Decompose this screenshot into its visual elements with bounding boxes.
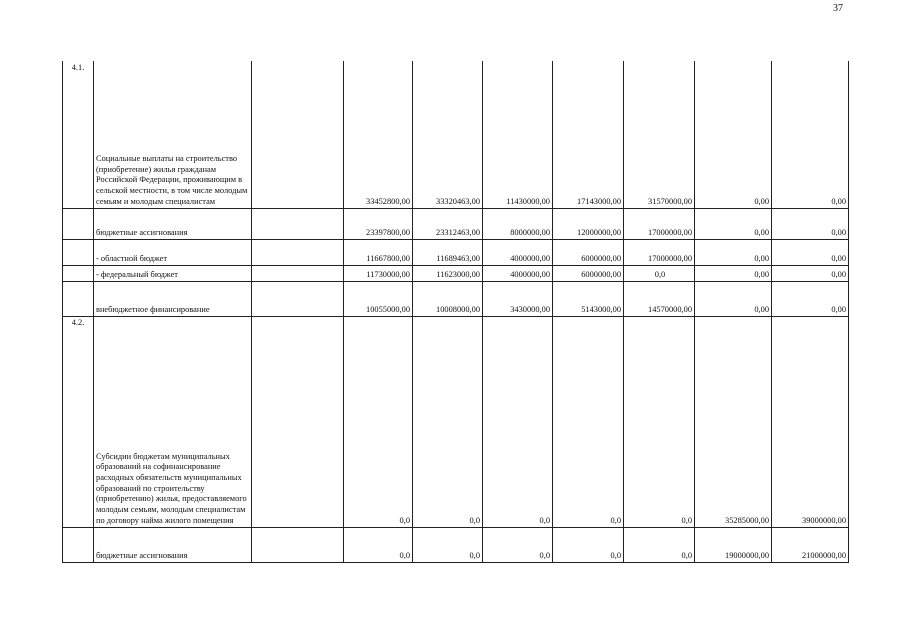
row-number [63, 208, 94, 239]
value-cell: 4000000,00 [483, 265, 553, 281]
value-cell: 0,00 [695, 265, 772, 281]
value-cell: 35285000,00 [695, 316, 772, 527]
table-row [63, 239, 849, 265]
table-row [63, 61, 849, 208]
value-cell: 19000000,00 [695, 527, 772, 562]
value-cell: 12000000,00 [553, 208, 624, 239]
value-cell: 0,00 [772, 281, 849, 316]
table-row [63, 281, 849, 316]
row-label: - федеральный бюджет [94, 265, 252, 281]
table-row [63, 265, 849, 281]
value-cell: 0,00 [772, 61, 849, 208]
value-cell: 17000000,00 [624, 239, 695, 265]
row-label: бюджетные ассигнования [94, 527, 252, 562]
row-label: Субсидии бюджетам муниципальных образований на софинансирование расходных обязательств муниципальных образований по строительству (приобретению) жилья, предоставляемого молодым семьям, молодым специалистам по договору найма жилого помещения [94, 316, 252, 527]
value-cell: 0,0 [344, 316, 413, 527]
row-label: - областной бюджет [94, 239, 252, 265]
row-number [63, 281, 94, 316]
row-label: бюджетные ассигнования [94, 208, 252, 239]
value-cell: 0,0 [483, 316, 553, 527]
value-cell: 3430000,00 [483, 281, 553, 316]
value-cell: 0,00 [695, 208, 772, 239]
value-cell: 0,0 [413, 527, 483, 562]
value-cell: 14570000,00 [624, 281, 695, 316]
page-number: 37 [833, 3, 843, 14]
value-cell: 5143000,00 [553, 281, 624, 316]
value-cell: 0,0 [624, 265, 695, 281]
row-number [63, 527, 94, 562]
row-label: Социальные выплаты на строительство (приобретение) жилья гражданам Российской Федерации, проживающим в сельской местности, в том числе молодым семьям и молодым специалистам [94, 61, 252, 208]
budget-table [62, 61, 849, 563]
value-cell: 11623000,00 [413, 265, 483, 281]
value-cell: 0,0 [624, 316, 695, 527]
row-number [63, 265, 94, 281]
value-cell: 6000000,00 [553, 239, 624, 265]
value-cell: 4000000,00 [483, 239, 553, 265]
row-number [63, 239, 94, 265]
row-label: внебюджетное финансирование [94, 281, 252, 316]
value-cell: 11667800,00 [344, 239, 413, 265]
value-cell: 31570000,00 [624, 61, 695, 208]
row-number: 4.2. [63, 316, 94, 527]
value-cell: 10008000,00 [413, 281, 483, 316]
empty-cell [252, 61, 344, 208]
empty-cell [252, 527, 344, 562]
table-row [63, 527, 849, 562]
value-cell: 23312463,00 [413, 208, 483, 239]
value-cell: 39000000,00 [772, 316, 849, 527]
row-number: 4.1. [63, 61, 94, 208]
value-cell: 11430000,00 [483, 61, 553, 208]
value-cell: 6000000,00 [553, 265, 624, 281]
value-cell: 23397800,00 [344, 208, 413, 239]
value-cell: 0,0 [483, 527, 553, 562]
table-row [63, 316, 849, 527]
value-cell: 0,0 [553, 527, 624, 562]
value-cell: 0,0 [624, 527, 695, 562]
value-cell: 8000000,00 [483, 208, 553, 239]
empty-cell [252, 208, 344, 239]
value-cell: 0,00 [772, 265, 849, 281]
value-cell: 33320463,00 [413, 61, 483, 208]
value-cell: 10055000,00 [344, 281, 413, 316]
value-cell: 33452800,00 [344, 61, 413, 208]
value-cell: 17000000,00 [624, 208, 695, 239]
empty-cell [252, 281, 344, 316]
value-cell: 0,0 [553, 316, 624, 527]
value-cell: 17143000,00 [553, 61, 624, 208]
value-cell: 0,0 [413, 316, 483, 527]
table-row [63, 208, 849, 239]
value-cell: 0,00 [772, 239, 849, 265]
value-cell: 11689463,00 [413, 239, 483, 265]
value-cell: 11730000,00 [344, 265, 413, 281]
value-cell: 0,0 [344, 527, 413, 562]
value-cell: 0,00 [695, 61, 772, 208]
empty-cell [252, 265, 344, 281]
empty-cell [252, 316, 344, 527]
value-cell: 21000000,00 [772, 527, 849, 562]
value-cell: 0,00 [695, 281, 772, 316]
value-cell: 0,00 [772, 208, 849, 239]
empty-cell [252, 239, 344, 265]
value-cell: 0,00 [695, 239, 772, 265]
